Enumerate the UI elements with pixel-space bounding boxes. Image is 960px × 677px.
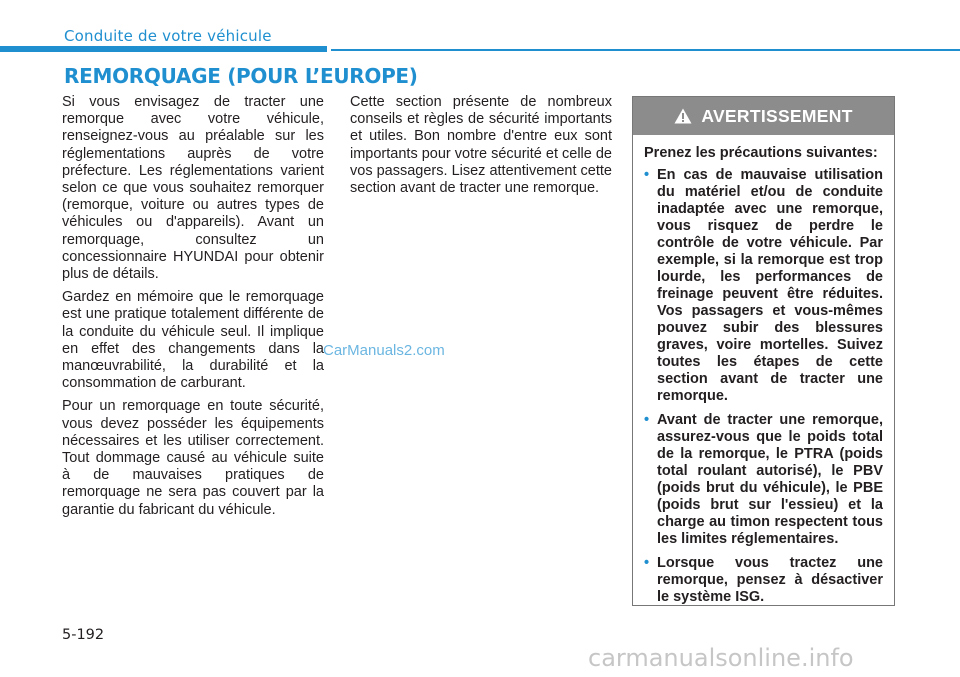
warning-intro: Prenez les précautions suivantes: [644, 145, 878, 161]
watermark-top: CarManuals2.com [323, 342, 445, 359]
bullet-text: En cas de mauvaise utilisation du matériel et/ou de conduite inadaptée avec une remorque, vous risquez de perdre le contrôle de votre véhicule. Par exemple, si la remorque est trop lourde, les performances de freinage peuvent être réduites. Vos passagers et vous-mêmes pouvez subir des blessures graves, voire mortelles. Suivez toutes les étapes de cette section avant de tracter une remorque. [657, 167, 883, 404]
bullet-dot: • [644, 555, 650, 571]
section-header: Conduite de votre véhicule [64, 27, 272, 45]
warning-bullet-list [644, 167, 883, 606]
list-item [644, 555, 883, 606]
list-item [644, 167, 883, 405]
warning-header [633, 97, 894, 135]
paragraph: Pour un remorquage en toute sécurité, vous devez posséder les équipements nécessaires et les utiliser correctement. Tout dommage causé au véhicule suite à de mauvaises pratiques de remorquage ne sera pas couvert par la garantie du fabricant du véhicule. [62, 398, 324, 518]
header-bar-thin [331, 49, 960, 51]
text-column-1 [62, 94, 324, 525]
warning-title: AVERTISSEMENT [701, 105, 853, 126]
bullet-text: Lorsque vous tractez une remorque, pensez à désactiver le système ISG. [657, 555, 883, 605]
warning-triangle-icon [674, 108, 692, 124]
paragraph: Cette section présente de nombreux conseils et règles de sécurité importants et utiles. Bon nombre d'entre eux sont importants pour votre sécurité et celle de vos passagers. Lisez attentivement cette section avant de tracter une remorque. [350, 94, 612, 197]
page-title: REMORQUAGE (POUR L’EUROPE) [64, 64, 418, 88]
page-number: 5-192 [62, 627, 105, 643]
paragraph: Gardez en mémoire que le remorquage est une pratique totalement différente de la conduite du véhicule seul. Il implique en effet des changements dans la manœuvrabilité, la durabilité et la consommation de carburant. [62, 289, 324, 392]
header-bar-thick [0, 46, 327, 52]
text-column-2 [350, 94, 612, 203]
watermark-bottom: carmanualsonline.info [588, 644, 854, 672]
bullet-dot: • [644, 412, 650, 428]
paragraph: Si vous envisagez de tracter une remorque avec votre véhicule, renseignez-vous au préalable sur les réglementations auprès de votre préfecture. Les réglementations varient selon ce que vous souhaitez remorquer (remorque, voiture ou autres types de véhicules ou d'appareils). Avant un remorquage, consultez un concessionnaire HYUNDAI pour obtenir plus de détails. [62, 94, 324, 283]
bullet-dot: • [644, 167, 650, 183]
bullet-text: Avant de tracter une remorque, assurez-vous que le poids total de la remorque, le PTRA (poids total roulant autorisé), le PBV (poids brut du véhicule), le PBE (poids brut sur l'essieu) et la charge au timon respectent tous les limites réglementaires. [657, 412, 883, 547]
warning-body [633, 135, 894, 606]
warning-box [632, 96, 895, 606]
list-item [644, 412, 883, 548]
